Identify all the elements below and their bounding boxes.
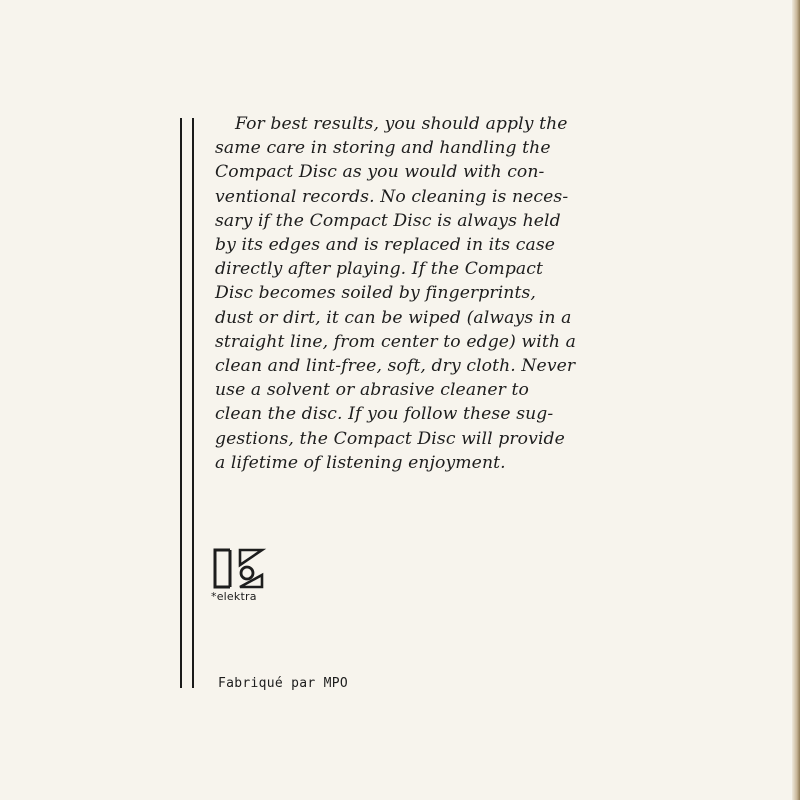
wordmark-text: elektra bbox=[216, 590, 257, 603]
booklet-edge bbox=[792, 0, 800, 800]
paragraph-line: For best results, you should apply the bbox=[235, 114, 568, 134]
paragraph-line: use a solvent or abrasive cleaner to bbox=[215, 380, 529, 401]
vertical-rule-right bbox=[192, 118, 194, 688]
manufacturer-credit: Fabriqué par MPO bbox=[218, 676, 349, 691]
vertical-rule-left bbox=[180, 118, 182, 688]
paragraph-line: a lifetime of listening enjoyment. bbox=[215, 452, 506, 473]
paragraph-line: by its edges and is replaced in its case bbox=[215, 235, 556, 256]
elektra-wordmark bbox=[211, 590, 257, 603]
paragraph-line: clean the disc. If you follow these sug- bbox=[215, 404, 554, 425]
paragraph-line: straight line, from center to edge) with a bbox=[215, 331, 576, 352]
care-instructions-paragraph bbox=[215, 112, 615, 475]
paragraph-line: Disc becomes soiled by fingerprints, bbox=[215, 283, 536, 304]
paragraph-line: directly after playing. If the Compact bbox=[215, 259, 544, 280]
paragraph-line: same care in storing and handling the bbox=[215, 138, 551, 159]
paragraph-line: sary if the Compact Disc is always held bbox=[215, 210, 561, 231]
trademark-mark: * bbox=[211, 590, 217, 603]
paragraph-line: Compact Disc as you would with con- bbox=[215, 162, 545, 183]
paragraph-line: dust or dirt, it can be wiped (always in a bbox=[215, 307, 572, 328]
paragraph-line: ventional records. No cleaning is neces- bbox=[215, 186, 569, 207]
paragraph-line: clean and lint-free, soft, dry cloth. Never bbox=[215, 356, 576, 377]
paragraph-line: gestions, the Compact Disc will provide bbox=[215, 428, 565, 449]
